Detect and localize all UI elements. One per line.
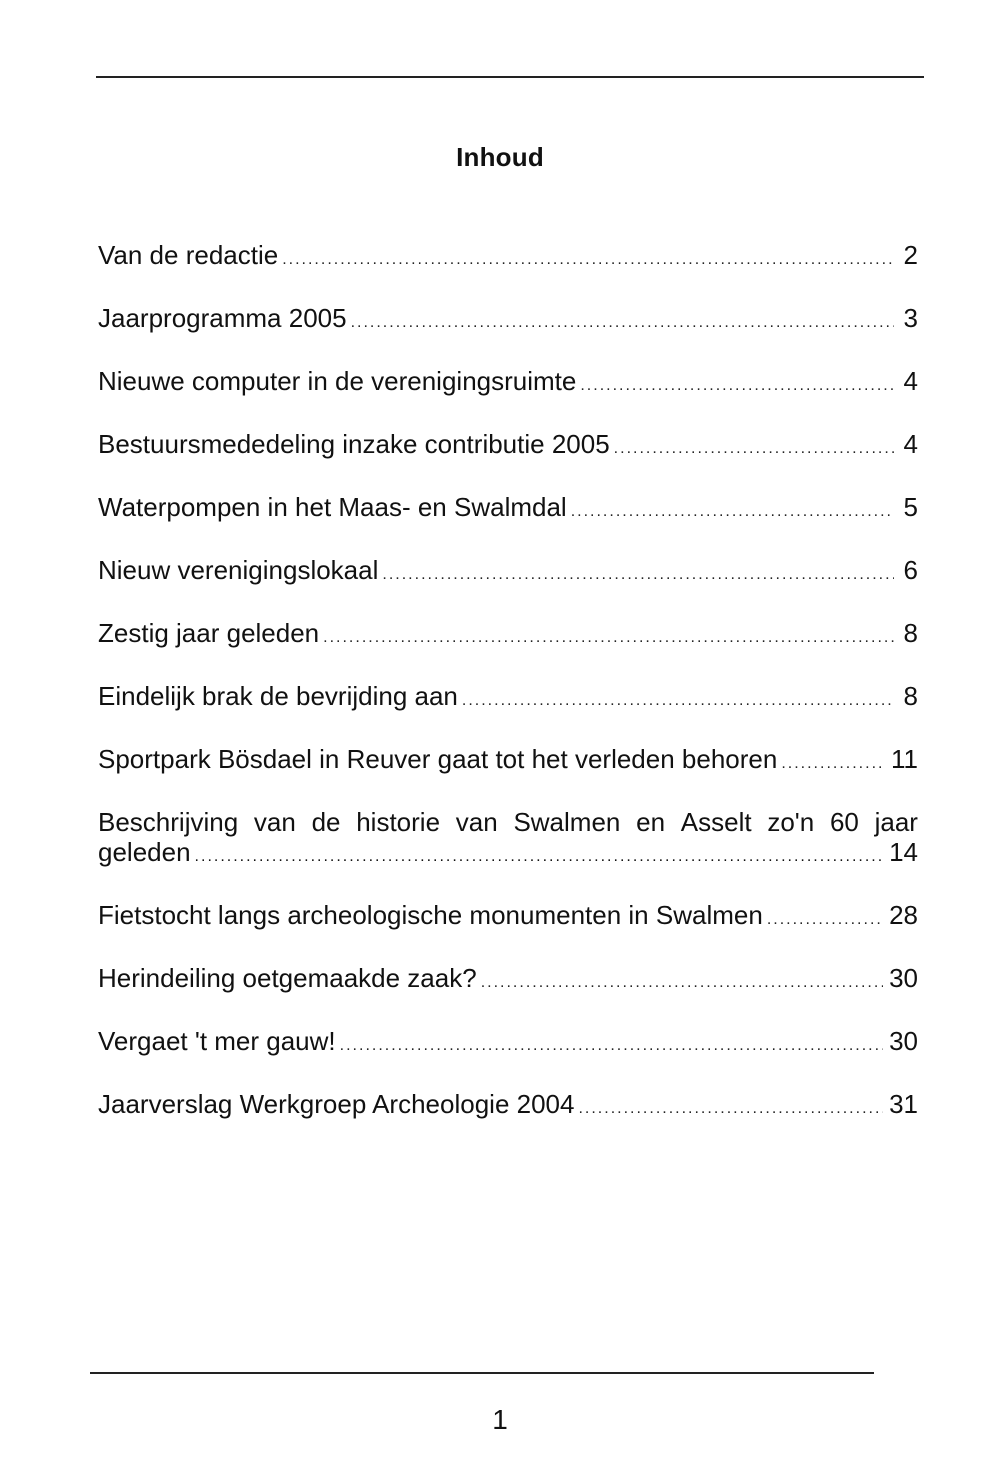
toc-entry-page: 5 bbox=[903, 492, 918, 522]
toc-entry-page: 8 bbox=[903, 618, 918, 648]
dot-leader bbox=[351, 308, 894, 338]
toc-entry-page: 11 bbox=[891, 744, 918, 774]
bottom-rule bbox=[90, 1372, 874, 1374]
toc-entry-title: Eindelijk brak de bevrijding aan bbox=[98, 681, 458, 711]
toc-entry-title: Bestuursmededeling inzake contributie 2005 bbox=[98, 429, 610, 459]
toc-entry[interactable] bbox=[98, 366, 918, 429]
toc-entry-title: Fietstocht langs archeologische monumenten in Swalmen bbox=[98, 900, 763, 930]
dot-leader bbox=[481, 968, 883, 998]
page-number: 1 bbox=[492, 1404, 508, 1435]
dot-leader bbox=[323, 623, 894, 653]
dot-leader bbox=[382, 560, 894, 590]
toc-entry[interactable] bbox=[98, 807, 918, 900]
dot-leader bbox=[614, 434, 894, 464]
toc-entry[interactable] bbox=[98, 681, 918, 744]
toc-entry-title: Vergaet 't mer gauw! bbox=[98, 1026, 336, 1056]
toc-entry-title: Jaarprogramma 2005 bbox=[98, 303, 347, 333]
table-of-contents bbox=[98, 240, 918, 1152]
toc-entry[interactable] bbox=[98, 618, 918, 681]
toc-entry[interactable] bbox=[98, 303, 918, 366]
toc-entry-title: Waterpompen in het Maas- en Swalmdal bbox=[98, 492, 567, 522]
toc-entry[interactable] bbox=[98, 900, 918, 963]
toc-entry-page: 2 bbox=[903, 240, 918, 270]
toc-entry[interactable] bbox=[98, 744, 918, 807]
toc-entry[interactable] bbox=[98, 555, 918, 618]
top-rule bbox=[96, 76, 924, 78]
dot-leader bbox=[767, 905, 883, 935]
toc-entry-title: Zestig jaar geleden bbox=[98, 618, 320, 648]
dot-leader bbox=[282, 245, 894, 275]
toc-entry-title: Nieuw verenigingslokaal bbox=[98, 555, 379, 585]
toc-entry-page: 30 bbox=[889, 1026, 918, 1056]
toc-entry-title: Jaarverslag Werkgroep Archeologie 2004 bbox=[98, 1089, 575, 1119]
dot-leader bbox=[571, 497, 894, 527]
toc-entry[interactable] bbox=[98, 1089, 918, 1152]
toc-entry-title: Nieuwe computer in de verenigingsruimte bbox=[98, 366, 577, 396]
toc-entry[interactable] bbox=[98, 1026, 918, 1089]
toc-entry-title-continued: geleden bbox=[98, 837, 191, 867]
page-title: Inhoud bbox=[456, 142, 544, 172]
toc-entry-page: 3 bbox=[903, 303, 918, 333]
dot-leader bbox=[462, 686, 894, 716]
toc-entry-page: 4 bbox=[903, 366, 918, 396]
toc-entry-title: Van de redactie bbox=[98, 240, 279, 270]
toc-entry-title: Beschrijving van de historie van Swalmen en Asselt zo'n 60 jaar bbox=[98, 807, 918, 837]
toc-entry-page: 6 bbox=[903, 555, 918, 585]
dot-leader bbox=[781, 749, 885, 779]
toc-entry[interactable] bbox=[98, 429, 918, 492]
dot-leader bbox=[340, 1031, 883, 1061]
dot-leader bbox=[195, 842, 884, 872]
dot-leader bbox=[580, 371, 894, 401]
toc-entry[interactable] bbox=[98, 240, 918, 303]
toc-entry-page: 31 bbox=[889, 1089, 918, 1119]
toc-entry-title: Herindeiling oetgemaakde zaak? bbox=[98, 963, 477, 993]
toc-entry-page: 4 bbox=[903, 429, 918, 459]
toc-entry[interactable] bbox=[98, 963, 918, 1026]
dot-leader bbox=[578, 1094, 883, 1124]
toc-entry-page: 30 bbox=[889, 963, 918, 993]
toc-entry[interactable] bbox=[98, 492, 918, 555]
toc-entry-page: 8 bbox=[903, 681, 918, 711]
toc-entry-title: Sportpark Bösdael in Reuver gaat tot het verleden behoren bbox=[98, 744, 778, 774]
toc-entry-page: 14 bbox=[889, 837, 918, 867]
toc-entry-page: 28 bbox=[889, 900, 918, 930]
